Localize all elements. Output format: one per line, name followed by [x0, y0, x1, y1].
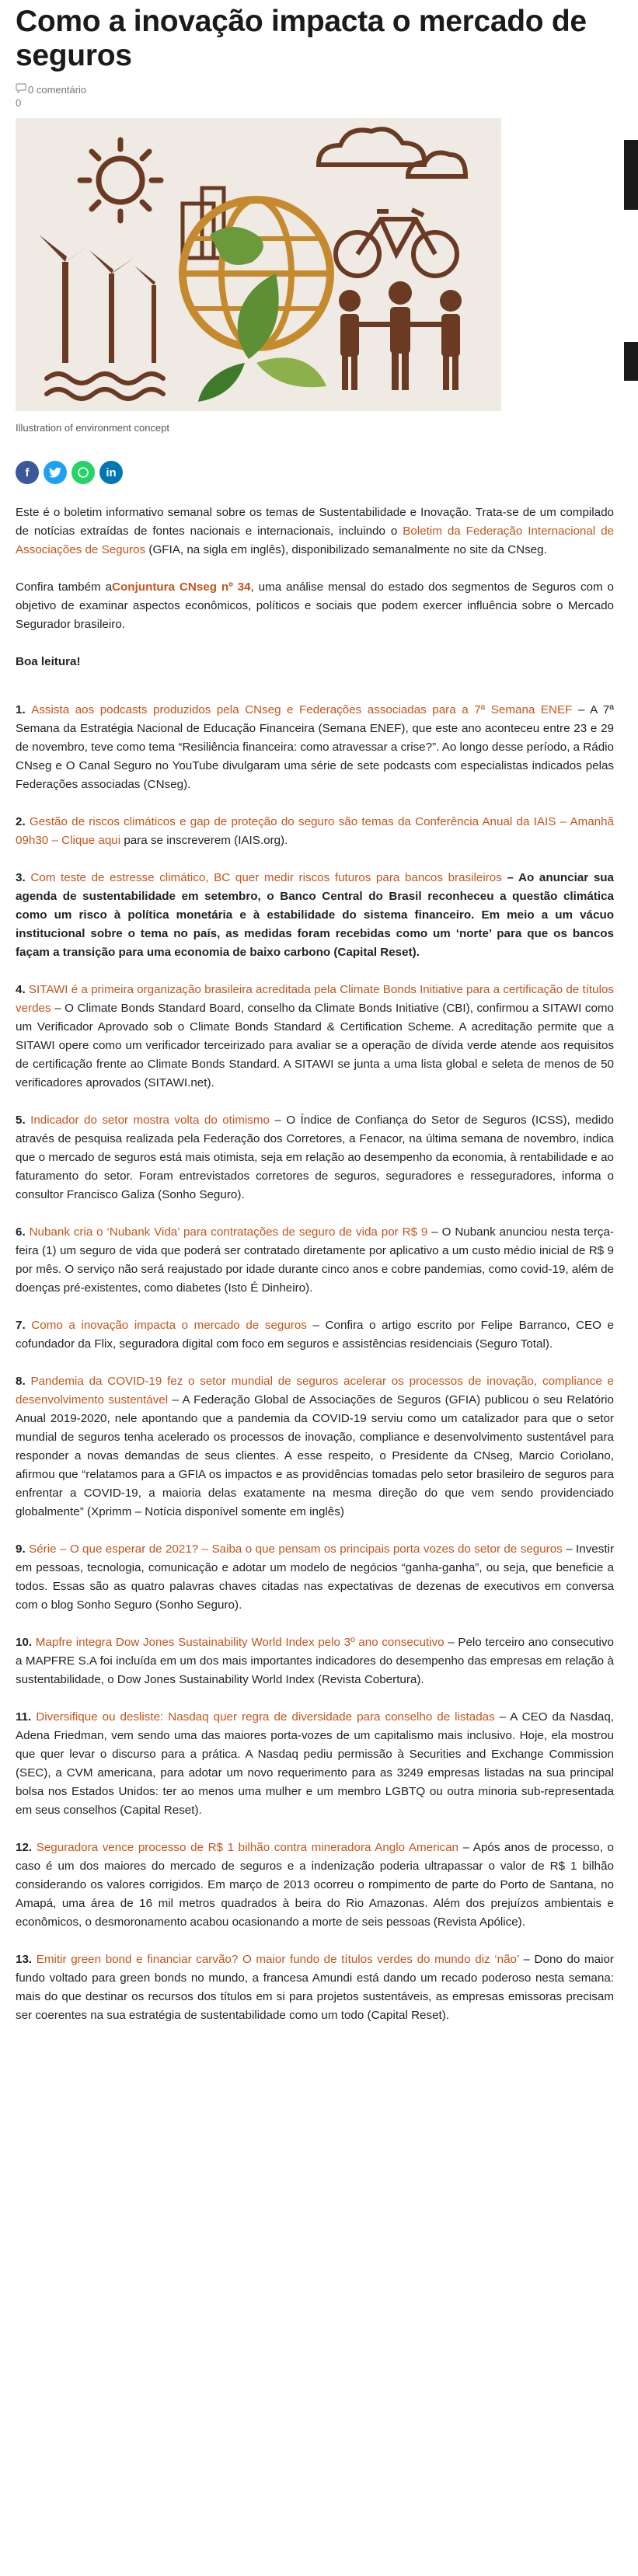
news-item: [16, 1633, 614, 1689]
sidebar-post-1[interactable]: [624, 140, 638, 210]
news-item-text: – A Federação Global de Associações de Seguros (GFIA) publicou o seu Relatório Anual 2019-2020, nele apontando que a pandemia da COVID-19 serviu como um catalizador para que o setor mundial de seguros tenha acelerado os processos de inovação, compliance e desenvolvimento sustentável para responder a novas demandas de seus clientes. A esse respeito, o Presidente da CNseg, Marcio Coriolano, afirmou que “relatamos para a GFIA os impactos e as providências tomadas pelo setor brasileiro de seguros para enfrentar a COVID-19, a maioria delas exatamente na mesma direção do que vem sendo providenciado globalmente” (Xprimm – Notícia disponível somente em inglês): [16, 1393, 614, 1518]
news-item-text: – Após anos de processo, o caso é um dos maiores do mercado de seguros e a indenização poderia ultrapassar o valor de R$ 1 bilhão considerando os valores corrigidos. Em março de 2013 ocorreu o rompimento de parte do Porto de Santana, no Amapá, uma área de 16 mil metros quadrados à beira do Rio Amazonas. Além dos prejuízos ambientais e econômicos, o desmoronamento acabou ocasionando a morte de seis pessoas (Revista Apólice).: [16, 1841, 614, 1929]
news-item-link[interactable]: Nubank cria o ‘Nubank Vida’ para contratações de seguro de vida por R$ 9: [29, 1225, 428, 1239]
linkedin-icon: in: [106, 465, 117, 479]
news-item: [16, 1950, 614, 2025]
news-item-number: 2.: [16, 815, 30, 828]
sidebar-post-2[interactable]: [624, 342, 638, 381]
news-item-link[interactable]: Como a inovação impacta o mercado de seguros: [31, 1319, 307, 1332]
news-item: [16, 1316, 614, 1354]
comment-icon: [16, 83, 26, 96]
news-item-text: – O Índice de Confiança do Setor de Seguros (ICSS), medido através de pesquisa realizada pela Federação dos Corretores, a Fenacor, na última semana de novembro, indica que o mercado de seguros está mais otimista, seja em relação ao desempenho da economia, à rentabilidade e ao faturamento do setor. Foram entrevistados corretores de seguros, seguradores e resseguradores, informa o consultor Francisco Galiza (Sonho Seguro).: [16, 1114, 615, 1201]
sidebar-post-thumbnail: [624, 140, 638, 210]
news-item-number: 3.: [16, 871, 31, 884]
news-item: [16, 1372, 614, 1522]
news-item-link[interactable]: Diversifique ou desliste: Nasdaq quer regra de diversidade para conselho de listadas: [36, 1710, 495, 1724]
article-main: [16, 0, 614, 2044]
news-item-link[interactable]: Assista aos podcasts produzidos pela CNseg e Federações associadas para a 7ª Semana ENEF: [31, 703, 573, 716]
news-item: [16, 1540, 614, 1615]
intro-paragraph: Este é o boletim informativo semanal sobre os temas de Sustentabilidade e Inovação. Trata-se de um compilado de notícias extraídas de fontes nacionais e internacionais, incluindo o Boletim da Federação Internacional de Associações de Seguros (GFIA, na sigla em inglês), disponibilizado semanalmente no site da CNseg.: [16, 506, 615, 556]
gfia-bulletin-link[interactable]: Boletim da Federação Internacional de Associações de Seguros: [16, 525, 615, 556]
share-buttons: [16, 460, 614, 485]
linkedin-share-button[interactable]: [99, 461, 123, 484]
news-item-link[interactable]: Mapfre integra Dow Jones Sustainability World Index pelo 3º ano consecutivo: [35, 1636, 445, 1649]
views-count: 0: [16, 97, 22, 109]
news-item-text: para se inscreverem (IAIS.org).: [120, 834, 288, 847]
news-item-link[interactable]: Série – O que esperar de 2021? – Saiba o que pensam os principais porta vozes do setor de seguros: [29, 1542, 563, 1556]
image-caption: Illustration of environment concept: [16, 422, 169, 434]
good-reading: Boa leitura!: [16, 655, 81, 668]
news-item-text: – Ao anunciar sua agenda de sustentabilidade em setembro, o Banco Central do Brasil reconheceu a questão climática como um risco à política monetária e à estabilidade do sistema financeiro. Em meio a um vácuo institucional sobre o tema no país, as medidas foram recebidas como um ‘norte’ para que os bancos façam a transição para uma economia de baixo carbono (Capital Reset).: [16, 871, 614, 959]
news-item-number: 8.: [16, 1375, 31, 1388]
conjuntura-paragraph: Confira também aConjuntura CNseg nº 34, uma análise mensal do estado dos segmentos de Seguros com o objetivo de examinar aspectos econômicos, políticos e sociais que podem exercer influência sobre o Mercado Segurador brasileiro.: [16, 580, 614, 631]
article-hero-image: [16, 118, 501, 411]
news-item-link[interactable]: Gestão de riscos climáticos e gap de proteção do seguro são temas da Conferência Anual da IAIS – Amanhã 09h30 – Clique aqui: [16, 815, 615, 847]
news-item: [16, 1839, 614, 1932]
news-item-text: – Dono do maior fundo voltado para green bonds no mundo, a francesa Amundi está dando um recado poderoso nesta semana: mais do que destinar os recursos dos títulos em si para projetos sustentáveis, as empresas emissoras precisam ser coerentes na sua estratégia de sustentabilidade como um todo (Capital Reset).: [16, 1953, 614, 2022]
twitter-share-button[interactable]: [44, 461, 67, 484]
sidebar: [624, 0, 638, 2576]
news-item: [16, 981, 614, 1093]
news-item: [16, 1111, 614, 1204]
news-item-number: 13.: [16, 1953, 37, 1966]
twitter-icon: [49, 467, 61, 478]
conjuntura-link[interactable]: Conjuntura CNseg nº 34: [112, 580, 251, 594]
news-item: [16, 869, 614, 962]
news-item-number: 11.: [16, 1710, 37, 1724]
news-item-link[interactable]: Com teste de estresse climático, BC quer medir riscos futuros para bancos brasileiros: [30, 871, 502, 884]
news-item: [16, 813, 614, 850]
news-list: [16, 701, 614, 2025]
news-item-text: – O Climate Bonds Standard Board, conselho da Climate Bonds Initiative (CBI), confirmou a SITAWI como um Verificador Aprovado sob o Climate Bonds Standard & Certification Scheme. A acreditação permite que a SITAWI opere como um verificador terceirizado para avaliar se a operação de dívida verde atende aos requisitos de certificação frente ao Climate Bonds Standard. A SITAWI se junta a uma lista global e seleta de menos de 50 verificadores aprovados (SITAWI.net).: [16, 1002, 614, 1089]
news-item-number: 5.: [16, 1114, 31, 1127]
news-item: [16, 1223, 614, 1298]
news-item-link[interactable]: SITAWI é a primeira organização brasileira acreditada pela Climate Bonds Initiative para a certificação de títulos verdes: [16, 983, 614, 1015]
news-item-link[interactable]: Pandemia da COVID-19 fez o setor mundial de seguros acelerar os processos de inovação, compliance e desenvolvimento sustentável: [16, 1375, 615, 1407]
whatsapp-icon: [77, 466, 89, 479]
news-item-text: – Confira o artigo escrito por Felipe Barranco, CEO e cofundador da Flix, seguradora digital com foco em seguros e assistências residenciais (Seguro Total).: [16, 1319, 614, 1351]
news-item-text: – A CEO da Nasdaq, Adena Friedman, vem sendo uma das maiores porta-vozes de um capitalismo mais inclusivo. Hoje, ela mostrou que quer levar o discurso para a prática. A Nasdaq pediu permissão à Securities and Exchange Commission (SEC), a CVM americana, para adotar um novo requerimento para as 3249 empresas listadas na sua principal bolsa nos Estados Unidos: ter ao menos uma mulher e um membro LGBTQ ou outra minoria sub-representada em seus conselhos (Capital Reset).: [16, 1710, 614, 1817]
news-item-number: 4.: [16, 983, 29, 996]
news-item-number: 6.: [16, 1225, 30, 1239]
facebook-share-button[interactable]: [16, 461, 39, 484]
news-item: [16, 1708, 614, 1820]
news-item: [16, 701, 614, 794]
news-item-number: 10.: [16, 1636, 36, 1649]
news-item-text: – Investir em pessoas, tecnologia, comunicação e adotar um modelo de negócios “ganha-ganha”, ou seja, que beneficie a todos. Essas são as quatro palavras chaves citadas nas expectativas de dezenas de executivos em conversa com o blog Sonho Seguro (Sonho Seguro).: [16, 1542, 615, 1612]
whatsapp-share-button[interactable]: [71, 461, 95, 484]
facebook-icon: f: [25, 465, 30, 479]
news-item-text: – A 7ª Semana da Estratégia Nacional de Educação Financeira (Semana ENEF), que este ano aconteceu entre 23 e 29 de novembro, teve como tema “Resiliência financeira: como atravessar a crise?”. Ao longo desse período, a Rádio CNseg e O Canal Seguro no YouTube divulgaram uma série de sete podcasts com especialistas indicados pelas Federações associadas (CNseg).: [16, 703, 614, 791]
news-item-number: 1.: [16, 703, 32, 716]
news-item-text: – Pelo terceiro ano consecutivo a MAPFRE S.A foi incluída em um dos mais importantes indicadores do desempenho das empresas em relação à sustentabilidade, o Dow Jones Sustainability World Index (Revista Cobertura).: [16, 1636, 614, 1686]
news-item-link[interactable]: Emitir green bond e financiar carvão? O maior fundo de títulos verdes do mundo diz ‘não’: [36, 1953, 519, 1966]
news-item-number: 12.: [16, 1841, 37, 1854]
comments-link[interactable]: 0 comentário: [28, 83, 87, 96]
news-item-link[interactable]: Indicador do setor mostra volta do otimismo: [30, 1114, 270, 1127]
news-item-text: – O Nubank anunciou nesta terça-feira (1) um seguro de vida que poderá ser contratado diretamente por aplicativo a um custo médio inicial de R$ 9 por mês. O serviço não será reajustado por idade durante cinco anos e cobre pandemias, como covid-19, além de doenças pré-existentes, como diabetes (Isto É Dinheiro).: [16, 1225, 614, 1295]
article-meta: [16, 82, 614, 110]
news-item-link[interactable]: Seguradora vence processo de R$ 1 bilhão contra mineradora Anglo American: [36, 1841, 458, 1854]
sidebar-post-thumbnail: [624, 342, 638, 381]
page-title: Como a inovação impacta o mercado de seguros: [16, 5, 587, 72]
article-body: [16, 504, 614, 2025]
news-item-number: 9.: [16, 1542, 30, 1556]
news-item-number: 7.: [16, 1319, 32, 1332]
